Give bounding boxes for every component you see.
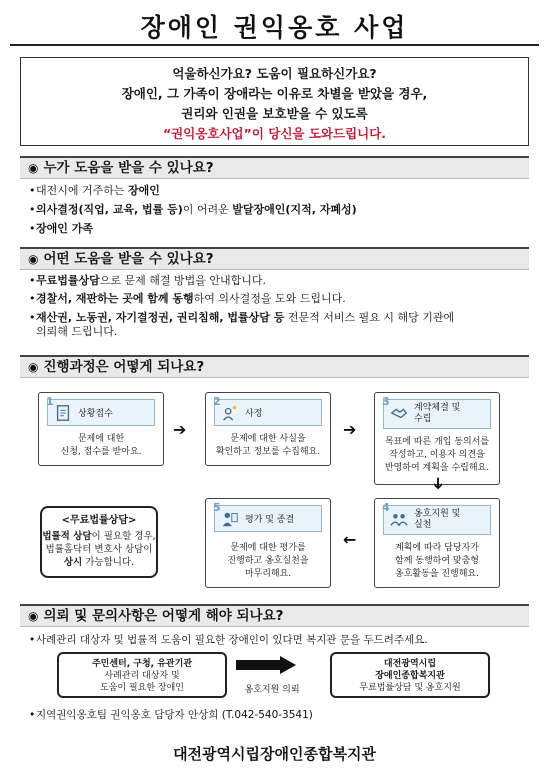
step-header xyxy=(382,395,491,429)
person-checklist-icon xyxy=(221,510,239,528)
step-title: 사정 xyxy=(245,409,263,419)
section-title: 누가 도움을 받을 수 있나요? xyxy=(43,160,214,176)
step-title: 옹호지원 및 실천 xyxy=(414,509,461,530)
intro-line: 권리와 인권을 보호받을 수 있도록 xyxy=(181,106,368,121)
arrow-down-icon: ➔ xyxy=(429,476,449,491)
document-icon xyxy=(54,404,72,422)
step-number: 5 xyxy=(213,501,221,514)
bullseye-icon: ◉ xyxy=(28,609,39,623)
step-title: 상황접수 xyxy=(78,409,113,419)
list-item: • 대전시에 거주하는 장애인 xyxy=(36,184,526,198)
people-support-icon xyxy=(390,510,408,528)
bullseye-icon: ◉ xyxy=(28,161,39,175)
person-bulb-icon xyxy=(221,404,239,422)
step-description: 문제에 대한 신청, 접수를 받아요. xyxy=(60,434,142,457)
section-title: 의뢰 및 문의사항은 어떻게 해야 되나요? xyxy=(43,608,284,624)
step-number: 3 xyxy=(382,395,390,408)
arrow-right-icon: ➔ xyxy=(173,420,187,439)
list-item: • 재산권, 노동권, 자기결정권, 권리침해, 법률상담 등 전문적 서비스 필요 시 해당 기관에 의뢰해 드립니다. xyxy=(36,311,526,339)
list-item: • 장애인 가족 xyxy=(36,222,526,236)
section-header-contact xyxy=(20,604,529,627)
legal-title: <무료법률상담> xyxy=(61,515,137,526)
section-header-who xyxy=(20,156,529,179)
process-step-2 xyxy=(205,392,331,466)
handshake-icon xyxy=(390,404,408,422)
step-number: 4 xyxy=(382,501,390,514)
step-number: 2 xyxy=(213,395,221,408)
arrow-right-icon xyxy=(236,656,296,674)
step-header xyxy=(382,501,491,535)
process-step-5 xyxy=(205,498,331,588)
section-header-what xyxy=(20,247,529,270)
referrer-box: 주민센터, 구청, 유관기관 사례관리 대상자 및 도움이 필요한 장애인 xyxy=(57,652,227,698)
step-title: 평가 및 종결 xyxy=(245,515,295,525)
arrow-left-icon: ← xyxy=(343,530,357,549)
intro-highlight-line: “권익옹호사업”이 당신을 도와드립니다. xyxy=(162,126,387,141)
intro-box xyxy=(20,57,529,146)
contact-info: • 지역권익옹호팀 권익옹호 담당자 안상희 (T.042-540-3541) xyxy=(36,708,526,722)
step-number: 1 xyxy=(46,395,54,408)
legal-line: 법률적 상담이 필요할 경우, xyxy=(42,531,156,542)
step-description: 문제에 대한 사실을 확인하고 정보를 수집해요. xyxy=(215,434,321,457)
bullseye-icon: ◉ xyxy=(28,360,39,374)
process-step-3 xyxy=(374,392,500,485)
step-description: 문제에 대한 평가를 진행하고 옹호실천을 마무리해요. xyxy=(227,543,309,579)
step-header xyxy=(213,395,322,426)
intro-line: 장애인, 그 가족이 장애라는 이유로 차별을 받았을 경우, xyxy=(121,86,428,101)
list-item: • 경찰서, 재판하는 곳에 함께 동행하여 의사결정을 도와 드립니다. xyxy=(36,292,526,306)
arrow-right-icon: ➔ xyxy=(343,420,357,439)
page-title: 장애인 권익옹호 사업 xyxy=(140,13,409,42)
welfare-center-box: 대전광역시립 장애인종합복지관 무료법률상담 및 옹호지원 xyxy=(330,652,490,698)
title-divider xyxy=(10,44,539,46)
process-step-1 xyxy=(38,392,164,466)
step-title: 계약체결 및 수립 xyxy=(414,403,461,424)
step-description: 목표에 따른 개입 동의서를 작성하고, 이용자 의견을 반영하여 계획을 수립해요. xyxy=(384,437,490,473)
step-description: 계획에 따라 담당자가 함께 동행하여 맞춤형 옹호활동을 진행해요. xyxy=(395,543,479,579)
organization-name: 대전광역시립장애인종합복지관 xyxy=(173,745,376,763)
legal-line: 법률홈닥터 변호사 상담이 xyxy=(45,544,153,555)
list-item: • 사례관리 대상자 및 법률적 도움이 필요한 장애인이 있다면 복지관 문을 두드려주세요. xyxy=(36,633,526,647)
flow-label: 옹호지원 의뢰 xyxy=(244,685,300,695)
process-step-4 xyxy=(374,498,500,588)
list-item: • 의사결정(직업, 교육, 법률 등)이 어려운 발달장애인(지적, 자폐성) xyxy=(36,203,526,217)
intro-line: 억울하신가요? 도움이 필요하신가요? xyxy=(172,66,377,81)
free-legal-consult-box xyxy=(40,506,158,578)
list-item: • 무료법률상담으로 문제 해결 방법을 안내합니다. xyxy=(36,274,526,288)
legal-line: 상시 가능합니다. xyxy=(63,557,135,568)
section-title: 진행과정은 어떻게 되나요? xyxy=(43,359,205,375)
section-title: 어떤 도움을 받을 수 있나요? xyxy=(43,251,214,267)
step-header xyxy=(213,501,322,532)
step-header xyxy=(46,395,155,426)
section-header-process xyxy=(20,355,529,378)
bullseye-icon: ◉ xyxy=(28,252,39,266)
